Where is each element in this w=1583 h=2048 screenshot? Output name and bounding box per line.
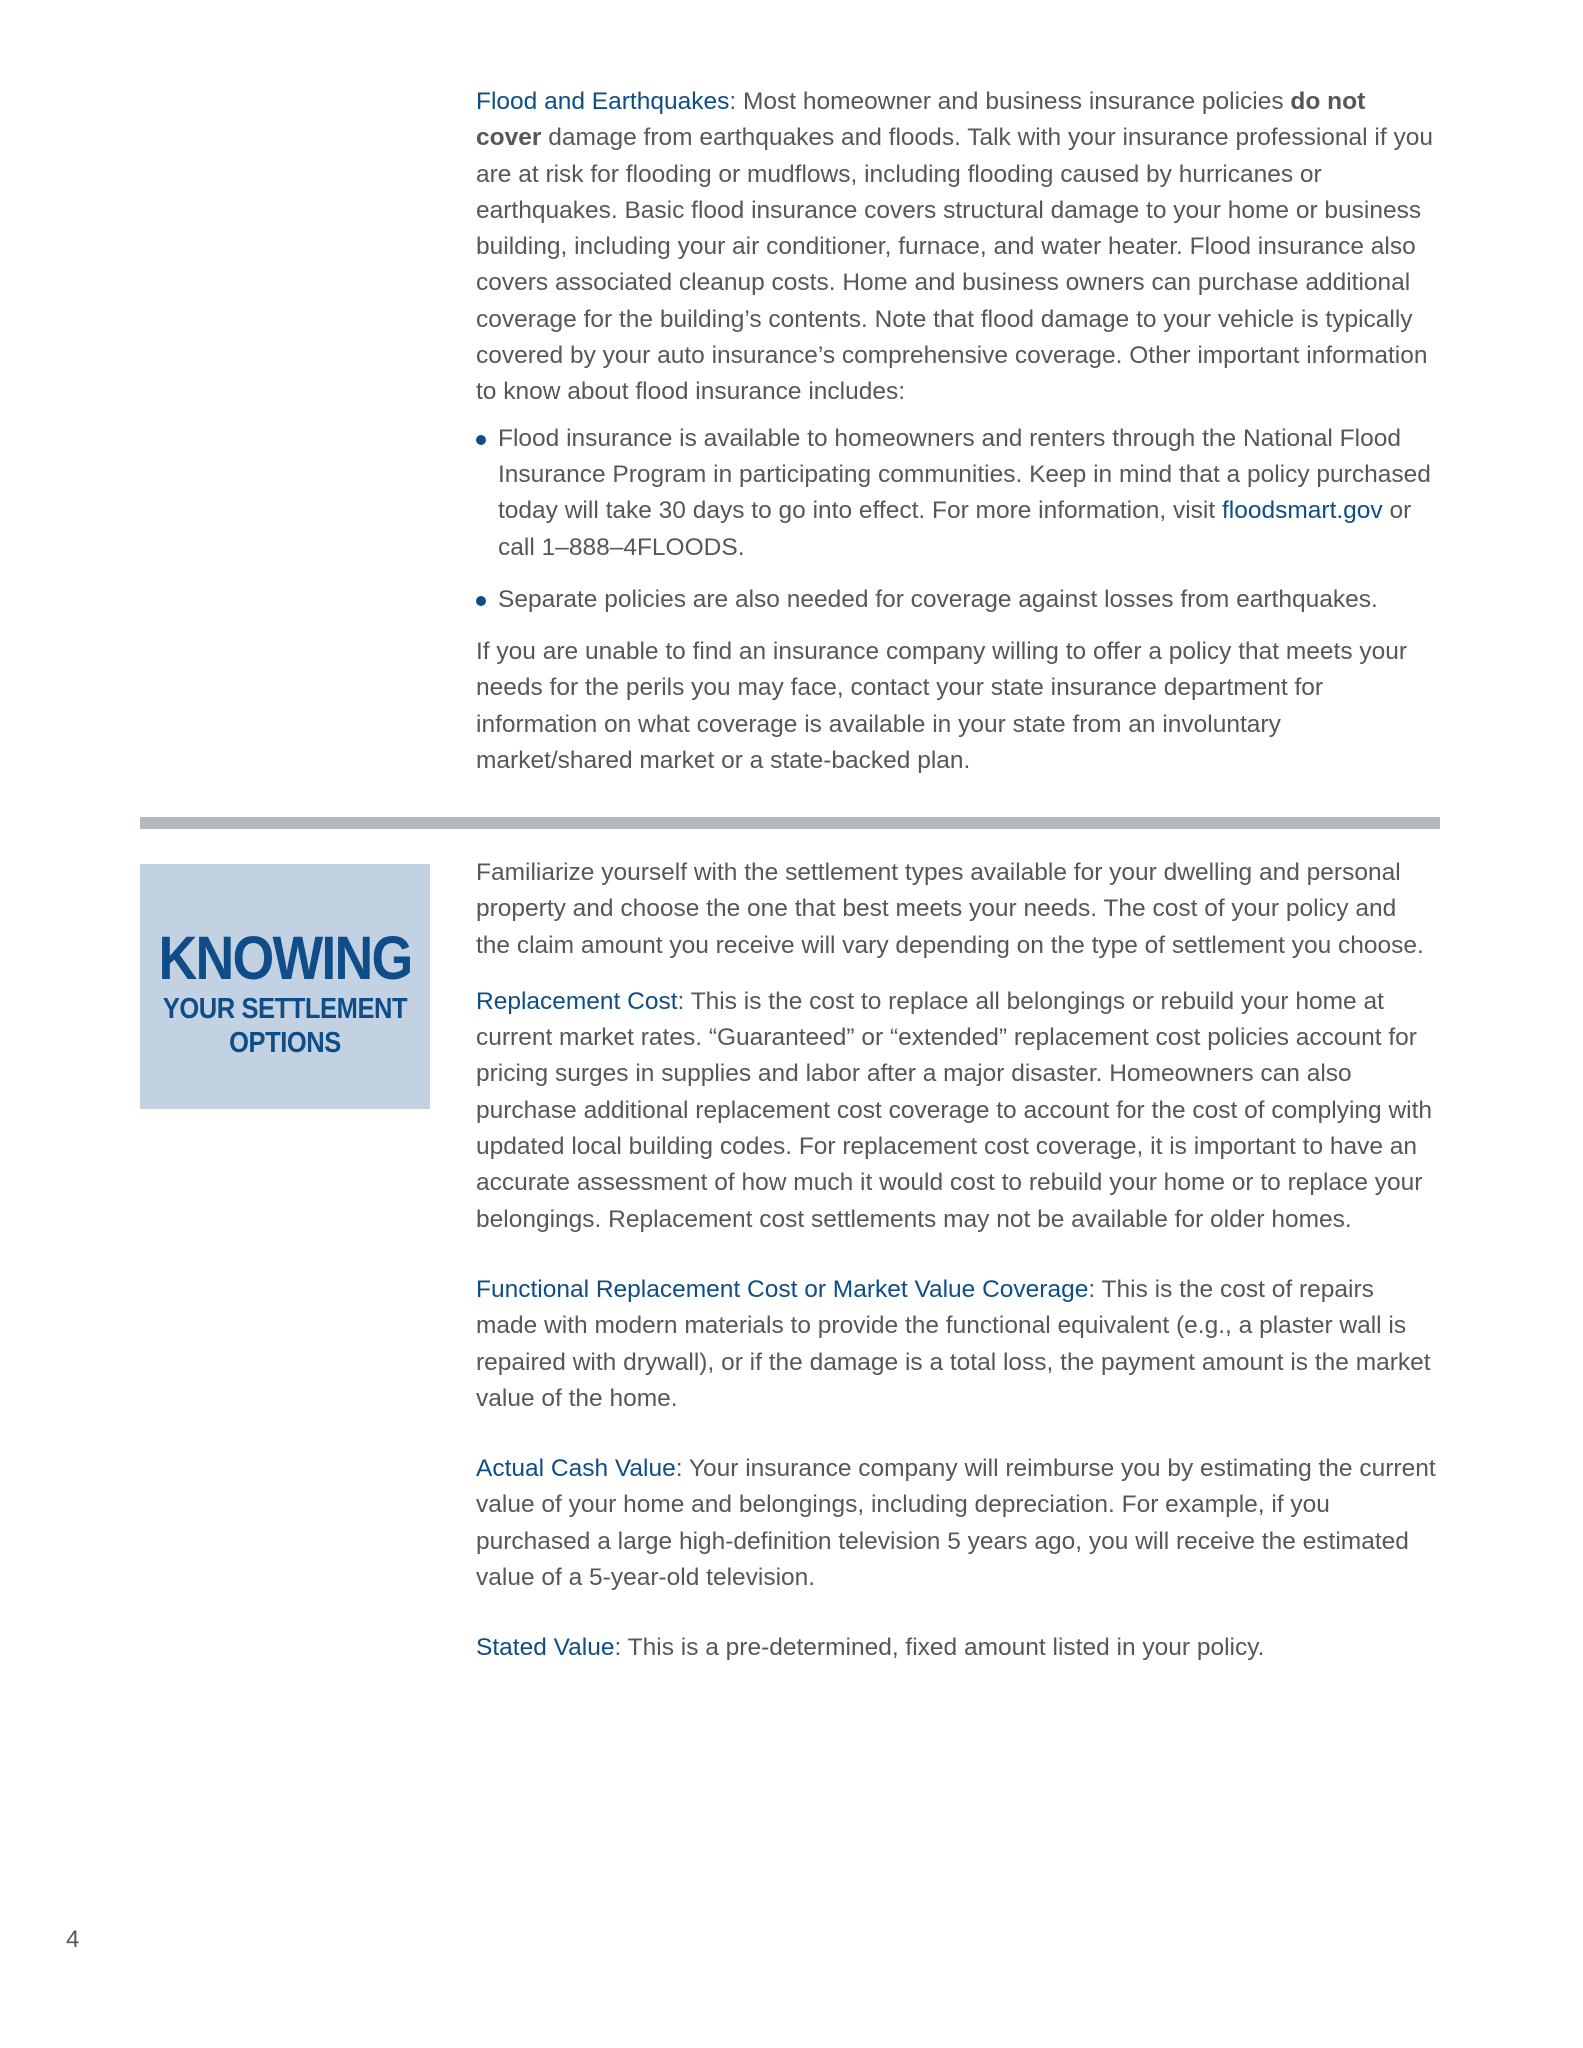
flood-closing: If you are unable to find an insurance company willing to offer a policy that meets your needs for the perils you may face, contact your state insurance department for information on what coverage is available in your state from an involuntary market/shared market or a state-backed plan.: [476, 638, 1408, 775]
replacement-text: : This is the cost to replace all belongings or rebuild your home at current market rates. “Guaranteed” or “extended” replacement cost policies account for pricing surges in supplies and labor after a major disaster. Homeowners can also purchase additional replacement cost coverage to account for the cost of complying with updated local building codes. For replacement cost coverage, it is important to have an accurate assessment of how much it would cost to rebuild your home or to replace your belongings. Replacement cost settlements may not be available for older homes.: [476, 987, 1433, 1233]
page-number: 4: [66, 1926, 80, 1953]
list-item: [476, 582, 1436, 618]
bullet2-text: Separate policies are also needed for coverage against losses from earthquakes.: [498, 585, 1378, 613]
list-item: [476, 421, 1436, 566]
flood-term: Flood and Earthquakes: [476, 88, 730, 115]
sidebox-title-small: YOUR SETTLEMENT OPTIONS: [162, 993, 408, 1059]
functional-term: Functional Replacement Cost or Market Value Coverage: [476, 1275, 1089, 1303]
flood-bold: do not cover: [476, 88, 1366, 152]
settlement-section: [476, 855, 1436, 1667]
replacement-term: Replacement Cost: [476, 987, 678, 1015]
stated-text: : This is a pre-determined, fixed amount listed in your policy.: [614, 1634, 1265, 1662]
bullet-dot-icon: [476, 435, 486, 445]
settlement-item-replacement: [476, 984, 1436, 1238]
bullet-dot-icon: [476, 596, 486, 606]
spacer: [476, 1238, 1436, 1272]
spacer: [476, 964, 1436, 984]
flood-paragraph: [476, 84, 1436, 411]
bullet1-text: Flood insurance is available to homeowners and renters through the National Flood Insurance Program in participating communities. Keep in mind that a policy purchased today will take 30 days to go into effect. For more information, visit: [498, 424, 1431, 525]
spacer: [476, 1417, 1436, 1451]
bullet1-tail: or call 1–888–4FLOODS.: [498, 497, 1412, 561]
settlement-item-functional: [476, 1272, 1436, 1417]
flood-bullet-list: [476, 421, 1436, 618]
flood-body: damage from earthquakes and floods. Talk with your insurance professional if you are at risk for flooding or mudflows, including flooding caused by hurricanes or earthquakes. Basic flood insurance covers structural damage to your home or business building, including your air conditioner, furnace, and water heater. Flood insurance also covers associated cleanup costs. Home and business owners can purchase additional coverage for the building’s contents. Note that flood damage to your vehicle is typically covered by your auto insurance’s comprehensive coverage. Other important information to know about flood insurance includes:: [476, 124, 1433, 406]
stated-term: Stated Value: [476, 1634, 615, 1662]
flood-section: [476, 84, 1436, 779]
flood-intro: : Most homeowner and business insurance policies: [729, 88, 1291, 115]
settlement-intro: Familiarize yourself with the settlement types available for your dwelling and personal property and choose the one that best meets your needs. The cost of your policy and the claim amount you receive will vary depending on the type of settlement you choose.: [476, 859, 1424, 959]
settlement-item-stated: [476, 1630, 1436, 1666]
floodsmart-link[interactable]: floodsmart.gov: [1222, 497, 1383, 525]
acv-term: Actual Cash Value: [476, 1455, 676, 1483]
settlement-item-acv: [476, 1451, 1436, 1596]
spacer: [476, 1596, 1436, 1630]
acv-text: : Your insurance company will reimburse you by estimating the current value of your home and belongings, including depreciation. For example, if you purchased a large high-definition television 5 years ago, you will receive the estimated value of a 5-year-old television.: [476, 1455, 1436, 1592]
sidebox-title-big: KNOWING: [158, 924, 412, 992]
settlement-sidebox: [140, 864, 430, 1109]
section-divider: [140, 817, 1440, 829]
functional-text: : This is the cost of repairs made with modern materials to provide the functional equivalent (e.g., a plaster wall is repaired with drywall), or if the damage is a total loss, the payment amount is the market value of the home.: [476, 1275, 1431, 1412]
